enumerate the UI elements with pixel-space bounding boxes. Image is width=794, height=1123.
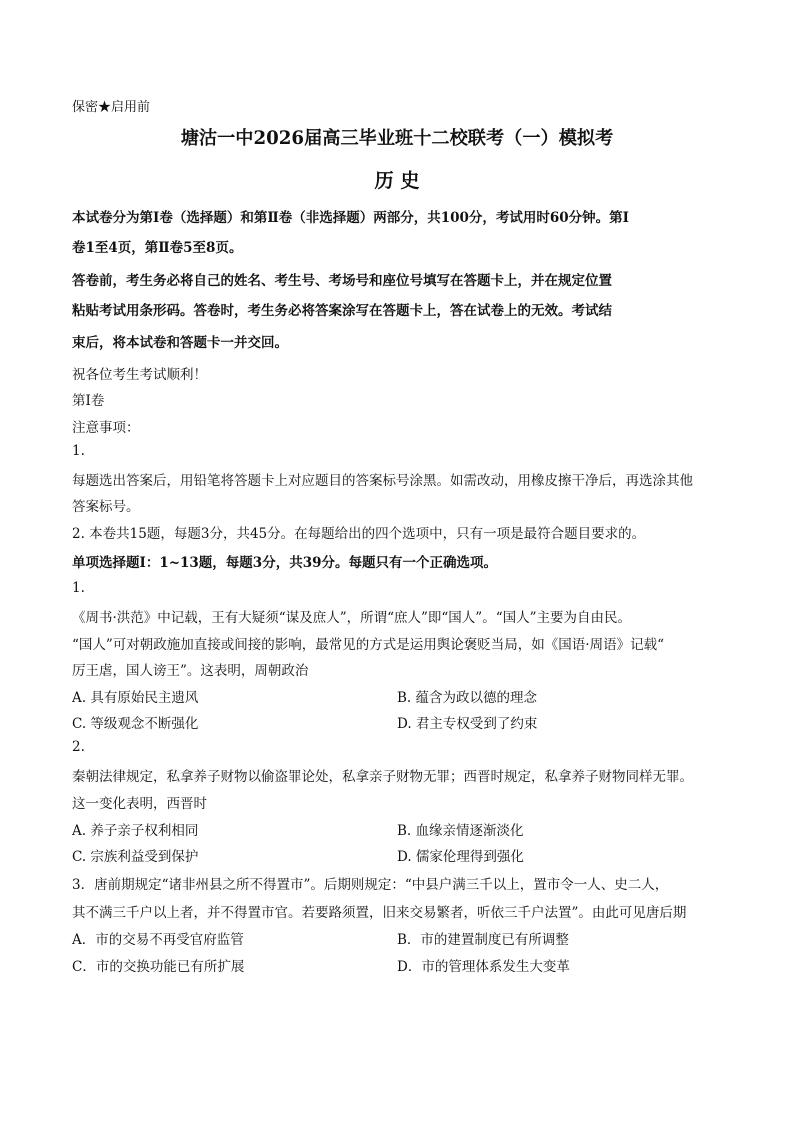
intro-line: 本试卷分为第Ⅰ卷（选择题）和第Ⅱ卷（非选择题）两部分，共100分，考试用时60分钟。第Ⅰ — [72, 210, 629, 226]
option-a: A．市的交易不再受官府监管 — [72, 932, 244, 948]
question-text: 3．唐前期规定“诸非州县之所不得置市”。后期则规定：“中县户满三千以上，置市令一人、史二人， — [72, 877, 669, 893]
exam-title: 塘沽一中2026届高三毕业班十二校联考（一）模拟考 — [180, 128, 614, 149]
note-text: 每题选出答案后，用铅笔将答题卡上对应题目的答案标号涂黑。如需改动，用橡皮擦干净后，再选涂其他 — [72, 473, 693, 489]
option-d: D．市的管理体系发生大变革 — [397, 959, 570, 975]
intro-line: 粘贴考试用条形码。答卷时，考生务必将答案涂写在答题卡上，答在试卷上的无效。考试结 — [72, 303, 612, 319]
question-number: 2. — [72, 739, 85, 755]
option-c: C．市的交换功能已有所扩展 — [72, 959, 245, 975]
option-a: A. 养子亲子权利相同 — [72, 823, 199, 839]
question-text: 其不满三千户以上者，并不得置市官。若要路须置，旧来交易繁者，听依三千户法置”。由此可见唐后期 — [72, 905, 687, 921]
intro-line: 卷1至4页，第Ⅱ卷5至8页。 — [72, 240, 243, 256]
note-text: 2. 本卷共15题，每题3分，共45分。在每题给出的四个选项中，只有一项是最符合题目要求的。 — [72, 526, 646, 542]
question-text: 厉王虐，国人谤王”。这表明，周朝政治 — [72, 663, 309, 679]
option-d: D. 君主专权受到了约束 — [397, 716, 538, 732]
intro-line: 束后，将本试卷和答题卡一并交回。 — [72, 335, 288, 351]
notes-title: 注意事项： — [72, 420, 140, 436]
note-number: 1. — [72, 443, 85, 459]
option-a: A. 具有原始民主遗风 — [72, 690, 199, 706]
option-d: D. 儒家伦理得到强化 — [397, 849, 524, 865]
section-title: 单项选择题Ⅰ：1~13题，每题3分，共39分。每题只有一个正确选项。 — [72, 555, 497, 571]
question-number: 1. — [72, 580, 85, 596]
option-b: B. 血缘亲情逐渐淡化 — [397, 823, 524, 839]
wish-text: 祝各位考生考试顺利！ — [72, 367, 207, 383]
option-c: C. 等级观念不断强化 — [72, 716, 199, 732]
option-b: B. 蕴含为政以德的理念 — [397, 690, 538, 706]
confidential-label: 保密★启用前 — [72, 100, 151, 115]
option-c: C. 宗族利益受到保护 — [72, 849, 199, 865]
question-text: 《周书·洪范》中记载，王有大疑须“谋及庶人”，所谓“庶人”即“国人”。“国人”主要为自由民。 — [72, 610, 632, 626]
intro-line: 答卷前，考生务必将自己的姓名、考生号、考场号和座位号填写在答题卡上，并在规定位置 — [72, 273, 612, 289]
part-label: 第Ⅰ卷 — [72, 393, 105, 409]
note-text: 答案标号。 — [72, 499, 140, 515]
question-text: 秦朝法律规定，私拿养子财物以偷盗罪论处，私拿亲子财物无罪；西晋时规定，私拿养子财物同样无罪。 — [72, 769, 693, 785]
question-text: “国人”可对朝政施加直接或间接的影响，最常见的方式是运用舆论褒贬当局，如《国语·周语》记载“ — [72, 637, 664, 653]
subject-title: 历 史 — [374, 169, 420, 192]
option-b: B．市的建置制度已有所调整 — [397, 932, 569, 948]
question-text: 这一变化表明，西晋时 — [72, 796, 207, 812]
